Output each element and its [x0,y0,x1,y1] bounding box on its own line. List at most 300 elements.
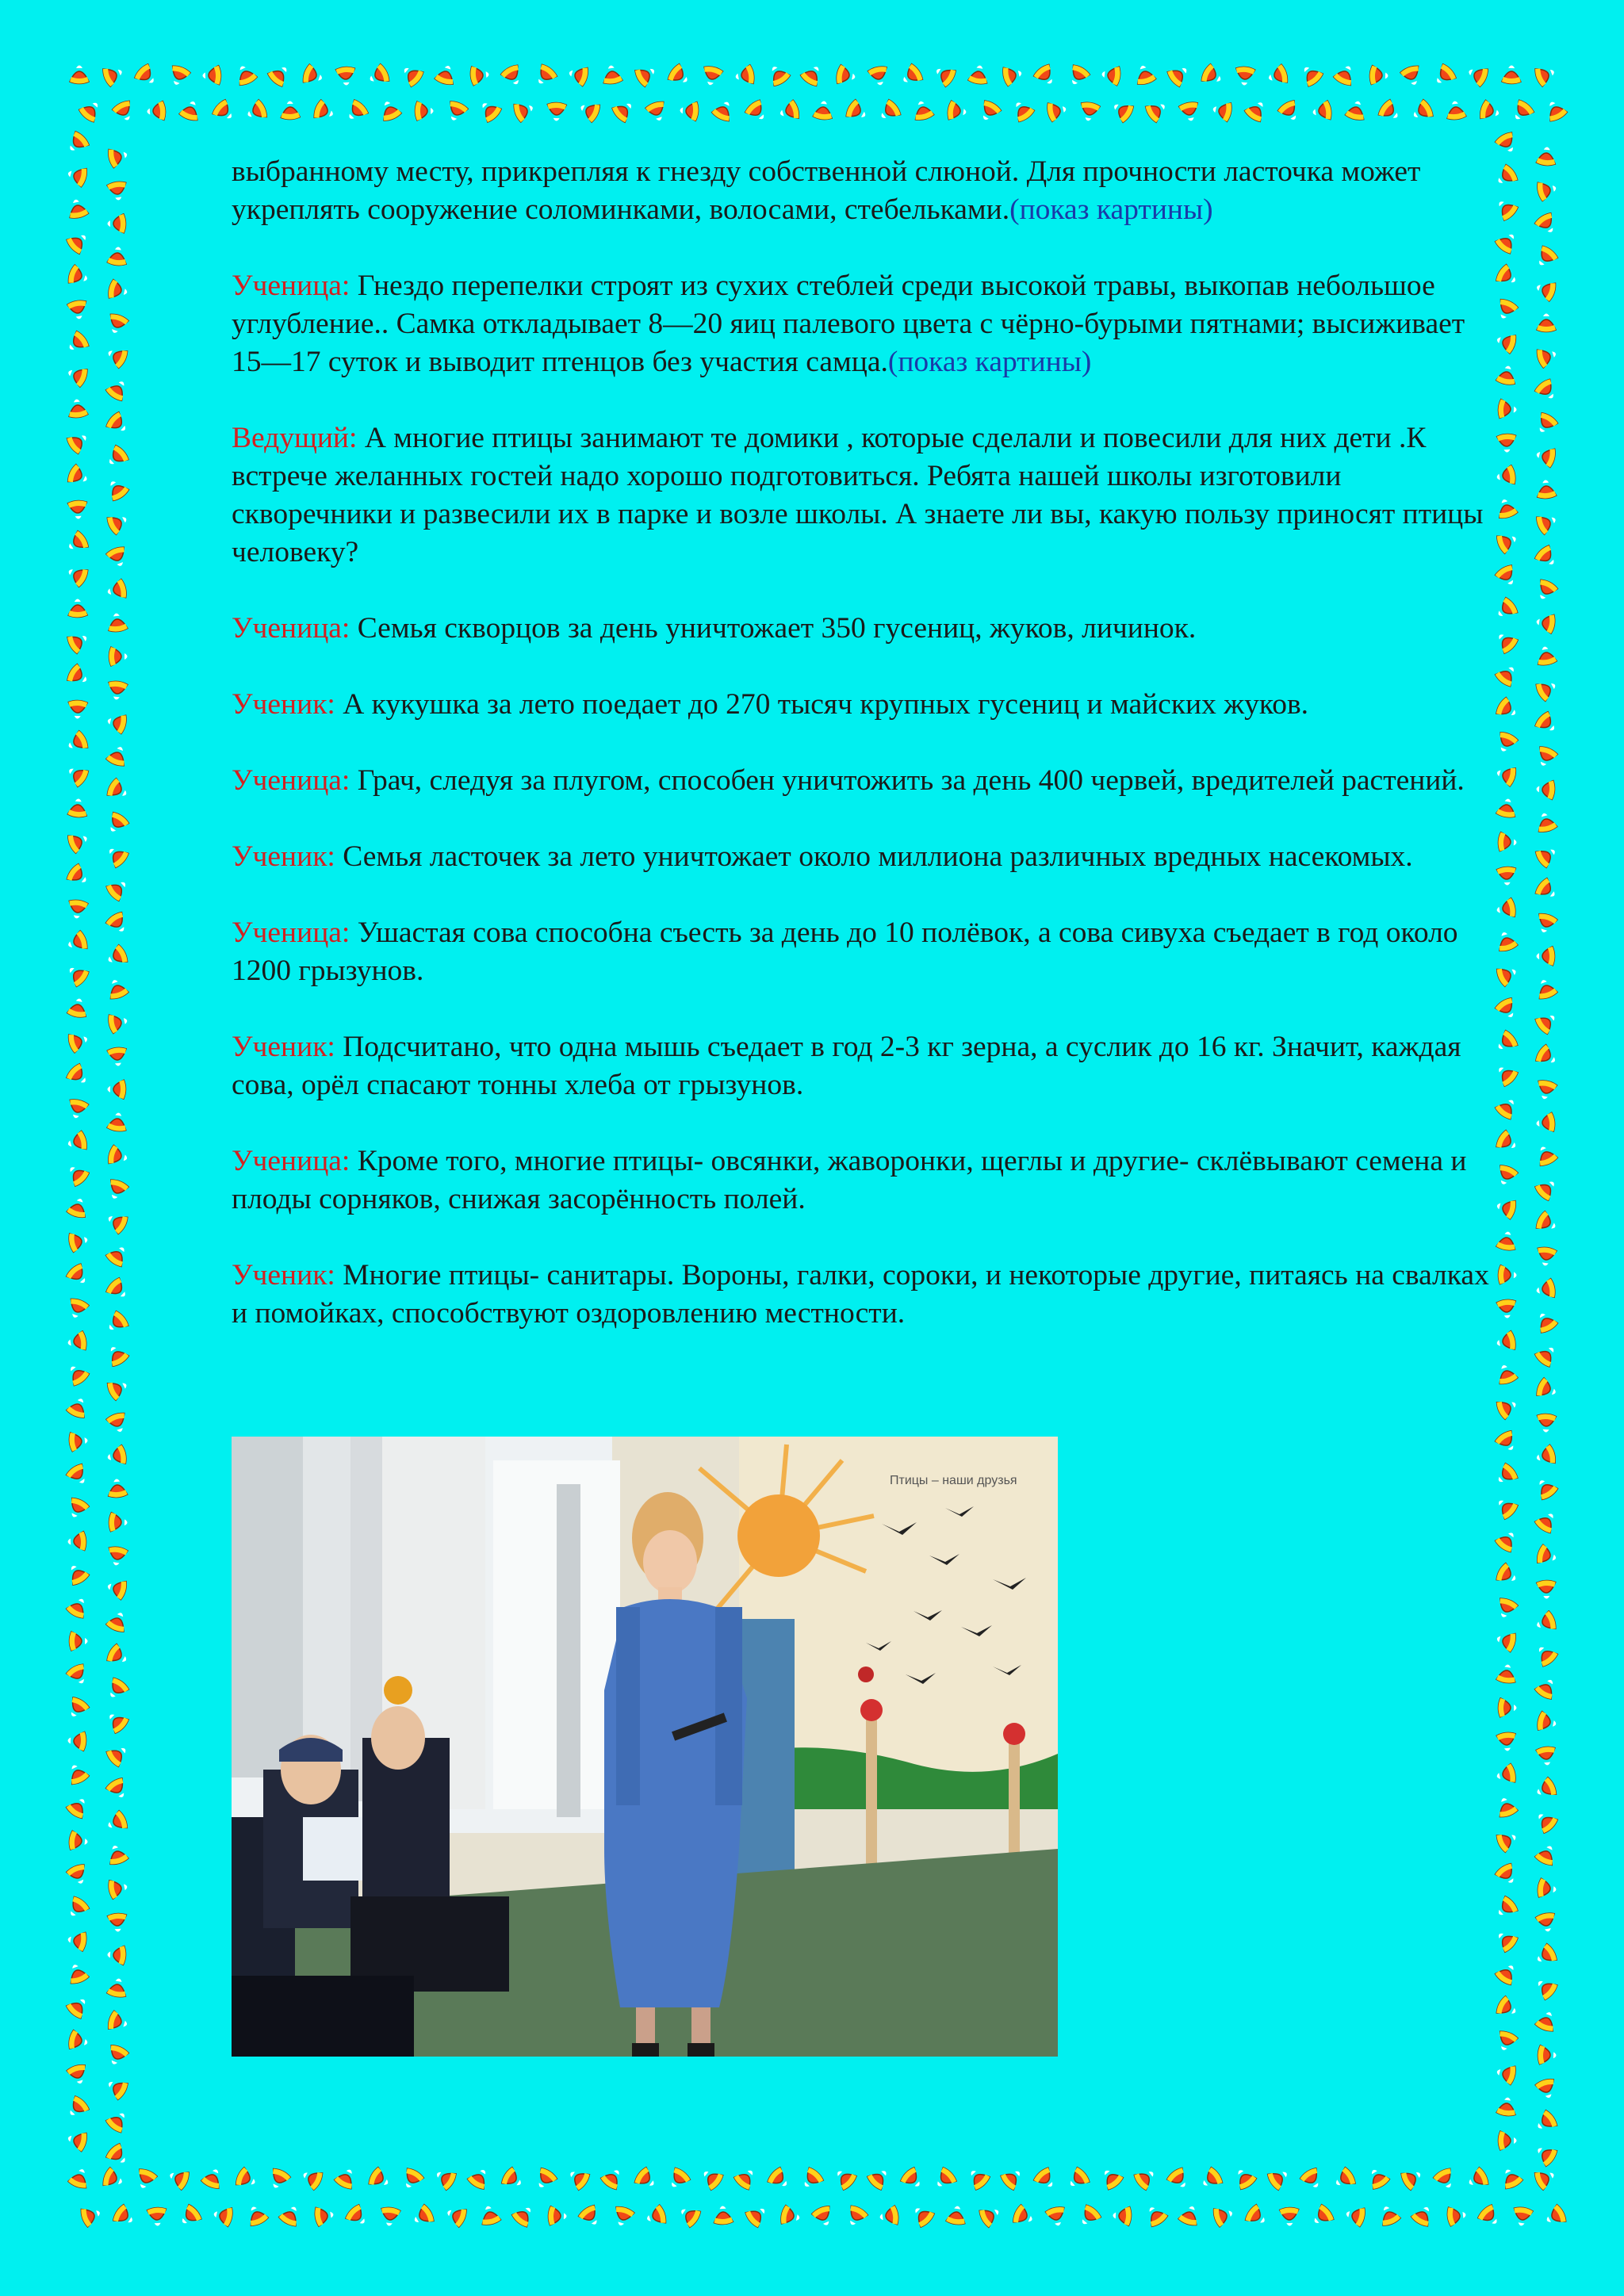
candy-corn-icon [1477,2203,1503,2229]
candy-corn-icon [1494,1795,1518,1819]
candy-corn-icon [107,1145,129,1168]
paragraph-text: Семья скворцов за день уничтожает 350 гусениц, жуков, личинок. [350,612,1197,645]
candy-corn-icon [67,300,89,321]
candy-corn-icon [1534,445,1557,468]
candy-corn-icon [399,62,425,88]
candy-corn-icon [469,65,489,86]
candy-corn-icon [645,100,668,124]
candy-corn-icon [105,2044,129,2068]
candy-corn-icon [64,1561,90,1586]
candy-corn-icon [66,2129,88,2152]
candy-corn-icon [104,476,130,503]
paragraph [232,267,1500,381]
candy-corn-icon [67,1531,86,1551]
candy-corn-icon [105,545,130,569]
candy-corn-icon [65,229,91,255]
candy-corn-icon [107,680,128,701]
candy-corn-icon [107,1913,128,1933]
candy-corn-icon [1178,2203,1201,2227]
candy-corn-icon [107,1011,129,1034]
candy-corn-icon [1198,2166,1224,2192]
candy-corn-icon [1446,2206,1467,2227]
candy-corn-icon [65,1297,89,1321]
candy-corn-icon [106,1977,128,1999]
candy-corn-icon [1498,399,1518,419]
candy-corn-icon [344,2203,370,2229]
candy-corn-icon [868,65,890,86]
candy-corn-icon [78,98,104,124]
candy-corn-icon [1211,100,1232,122]
candy-corn-icon [79,2203,103,2227]
candy-corn-icon [1534,1843,1560,1867]
candy-corn-icon [577,98,602,123]
candy-corn-icon [999,2165,1025,2191]
candy-corn-icon [212,2205,233,2227]
candy-corn-icon [68,1831,88,1851]
candy-corn-icon [1534,1509,1560,1535]
candy-corn-icon [832,2165,858,2191]
candy-corn-icon [1333,63,1358,87]
paragraph-text: А кукушка за лето поедает до 270 тысяч крупных гусениц и майских жуков. [335,688,1309,721]
candy-corn-icon [1101,65,1121,86]
candy-corn-icon [1032,2166,1059,2192]
paragraph [232,838,1500,876]
candy-corn-icon [1409,98,1434,124]
candy-corn-icon [1533,1309,1558,1334]
speaker-label: Ученик: [232,688,335,721]
candy-corn-icon [1495,1995,1520,2020]
candy-corn-icon [106,2010,129,2034]
candy-corn-icon [66,1098,89,1120]
candy-corn-icon [1032,63,1059,89]
candy-corn-icon [234,2167,259,2191]
candy-corn-icon [105,1643,131,1668]
candy-corn-icon [965,2165,991,2191]
candy-corn-icon [1534,278,1557,302]
candy-corn-icon [1400,64,1423,88]
candy-corn-icon [65,1762,90,1786]
candy-corn-icon [1494,1961,1520,1987]
candy-corn-icon [1537,314,1556,332]
candy-corn-icon [64,1895,90,1921]
candy-corn-icon [1495,1828,1519,1854]
candy-corn-icon [1113,2206,1132,2225]
candy-corn-icon [65,863,91,889]
candy-corn-icon [107,1080,125,1099]
candy-corn-icon [64,530,90,556]
candy-corn-icon [532,63,558,89]
candy-corn-icon [1536,1746,1557,1766]
candy-corn-icon [1243,98,1270,124]
candy-corn-icon [434,63,458,86]
candy-corn-icon [104,1209,129,1234]
candy-corn-icon [713,2206,733,2225]
candy-corn-icon [64,1161,90,1188]
speaker-label: Ученик: [232,840,335,873]
candy-corn-icon [511,2202,537,2229]
classroom-photo [232,1437,1058,2057]
candy-corn-icon [779,2205,802,2228]
candy-corn-icon [1536,1414,1556,1433]
paragraph [232,153,1500,229]
candy-corn-icon [66,1395,90,1420]
candy-corn-icon [107,1877,128,1900]
candy-corn-icon [64,730,89,756]
candy-corn-icon [105,1376,130,1402]
candy-corn-icon [1499,2131,1517,2150]
candy-corn-icon [167,64,191,88]
candy-corn-icon [577,2204,603,2230]
candy-corn-icon [1534,1610,1557,1635]
candy-corn-icon [105,876,131,902]
candy-corn-icon [1534,912,1558,935]
candy-corn-icon [1533,1808,1559,1835]
candy-corn-icon [1498,832,1517,851]
candy-corn-icon [1046,99,1068,122]
candy-corn-icon [879,2206,899,2227]
candy-corn-icon [67,398,89,419]
candy-corn-icon [67,1930,87,1951]
candy-corn-icon [1534,1278,1556,1300]
candy-corn-icon [1465,2166,1490,2191]
candy-corn-icon [1495,2062,1517,2085]
candy-corn-icon [1495,1763,1517,1786]
candy-corn-icon [1432,2167,1457,2192]
candy-corn-icon [107,1479,128,1498]
candy-corn-icon [104,1310,130,1336]
candy-corn-icon [68,700,88,719]
paragraph-text: Кроме того, многие птицы- овсянки, жаворонки, щеглы и другие- склёвывают семена и плоды сорняков, снижая засорённость полей. [232,1145,1467,1215]
candy-corn-icon [1533,1475,1559,1502]
candy-corn-icon [1535,1246,1557,1267]
candy-corn-icon [1534,2009,1559,2033]
candy-corn-icon [1533,2141,1559,2168]
candy-corn-icon [66,663,91,688]
candy-corn-icon [676,2202,702,2229]
candy-corn-icon [314,2205,335,2226]
paragraph [232,1028,1500,1104]
candy-corn-icon [105,911,131,936]
candy-corn-icon [599,2165,626,2191]
candy-corn-icon [1535,1112,1555,1133]
candy-corn-icon [1534,1009,1560,1035]
paragraph [232,1257,1500,1333]
candy-corn-icon [866,2165,892,2191]
candy-corn-icon [1535,511,1560,535]
candy-corn-icon [1534,1143,1558,1168]
candy-corn-icon [1280,2207,1300,2226]
candy-corn-icon [466,2165,492,2191]
candy-corn-icon [1231,2165,1258,2191]
candy-corn-icon [1537,1878,1557,1900]
candy-corn-icon [765,62,791,87]
candy-corn-icon [899,2166,925,2192]
candy-corn-icon [1494,1528,1520,1554]
candy-corn-icon [1431,63,1457,89]
candy-corn-icon [1494,1429,1520,1455]
candy-corn-icon [432,2165,458,2191]
candy-corn-icon [547,102,567,121]
candy-corn-icon [65,429,91,455]
candy-corn-icon [1109,98,1135,124]
candy-corn-icon [66,1196,90,1219]
candy-corn-icon [65,1794,91,1820]
candy-corn-icon [105,1810,129,1835]
candy-corn-icon [1535,645,1557,667]
candy-corn-icon [666,63,692,89]
candy-corn-icon [67,2030,89,2052]
candy-corn-icon [104,1676,130,1702]
candy-corn-icon [811,2205,836,2229]
candy-corn-icon [932,62,957,88]
candy-corn-icon [1369,65,1388,85]
candy-corn-icon [1533,2109,1559,2135]
candy-corn-icon [644,2204,668,2228]
candy-corn-icon [64,1361,90,1387]
candy-corn-icon [1493,1927,1519,1954]
candy-corn-icon [107,145,129,168]
candy-corn-icon [976,99,1002,124]
paragraph-text: Подсчитано, что одна мышь съедает в год 2-3 кг зерна, а суслик до 16 кг. Значит, каждая сова, орёл спасают тонны хлеба от грызунов. [232,1031,1461,1101]
candy-corn-icon [1143,2202,1169,2228]
candy-corn-icon [333,2165,358,2191]
candy-corn-icon [1244,2203,1270,2229]
candy-corn-icon [876,98,902,124]
candy-corn-icon [477,98,503,124]
candy-corn-icon [500,63,525,89]
candy-corn-icon [112,2203,137,2229]
candy-corn-icon [64,762,90,788]
candy-corn-icon [66,629,91,654]
candy-corn-icon [102,63,126,87]
candy-corn-icon [105,1609,130,1634]
candy-corn-icon [367,2166,393,2191]
candy-corn-icon [66,164,89,187]
candy-corn-icon [105,977,128,1001]
candy-corn-icon [64,1696,90,1721]
candy-corn-icon [107,246,128,266]
candy-corn-icon [104,444,130,470]
candy-corn-icon [105,1577,128,1600]
candy-corn-icon [104,843,130,869]
candy-corn-icon [133,2168,158,2191]
candy-corn-icon [147,101,167,121]
candy-corn-icon [680,101,699,121]
candy-corn-icon [68,599,87,617]
candy-corn-icon [301,63,325,87]
candy-corn-icon [201,2166,225,2191]
candy-corn-icon [106,1546,128,1567]
candy-corn-icon [1446,100,1467,121]
candy-corn-icon [1166,2166,1192,2192]
document-body [232,153,1500,1371]
candy-corn-icon [105,777,131,802]
candy-corn-icon [64,2095,90,2121]
candy-corn-icon [567,63,589,86]
candy-corn-icon [202,66,221,86]
candy-corn-icon [299,2166,324,2191]
candy-corn-icon [1502,65,1521,83]
candy-corn-icon [1498,1265,1517,1285]
candy-corn-icon [1498,1698,1516,1717]
candy-corn-icon [107,612,128,633]
candy-corn-icon [1012,2204,1036,2229]
candy-corn-icon [1494,1597,1519,1621]
candy-corn-icon [699,2165,725,2191]
candy-corn-icon [67,997,89,1018]
candy-corn-icon [1465,63,1490,87]
candy-corn-icon [1410,2202,1435,2228]
candy-corn-icon [65,1262,91,1288]
candy-corn-icon [147,2207,167,2227]
stage-note: (показ картины) [1009,193,1213,226]
candy-corn-icon [1494,1862,1520,1888]
candy-corn-icon [335,67,356,86]
candy-corn-icon [1298,62,1324,88]
candy-corn-icon [532,2167,558,2192]
candy-corn-icon [67,798,88,818]
candy-corn-icon [1533,1975,1559,2001]
candy-corn-icon [1377,2203,1401,2228]
candy-corn-icon [64,962,90,988]
candy-corn-icon [1496,1663,1518,1684]
candy-corn-icon [843,2204,868,2229]
candy-corn-icon [1536,480,1557,499]
candy-corn-icon [1144,98,1170,124]
candy-corn-icon [1076,2203,1102,2229]
candy-corn-icon [1495,1395,1519,1421]
candy-corn-icon [1534,811,1557,833]
candy-corn-icon [233,63,258,87]
candy-corn-icon [1312,101,1332,122]
candy-corn-icon [107,1047,128,1066]
candy-corn-icon [744,2202,770,2229]
speaker-label: Ученик: [232,1259,335,1292]
candy-corn-icon [1496,2096,1518,2117]
candy-corn-icon [380,2206,401,2227]
candy-corn-icon [1534,63,1557,87]
candy-corn-icon [1331,2166,1357,2192]
candy-corn-icon [1166,62,1192,88]
candy-corn-icon [65,1062,91,1089]
candy-corn-icon [1345,99,1368,121]
candy-corn-icon [281,101,301,120]
candy-corn-icon [1533,411,1559,437]
candy-corn-icon [1534,578,1559,603]
candy-corn-icon [105,312,128,336]
candy-corn-icon [112,99,137,124]
candy-corn-icon [1235,66,1255,86]
candy-corn-icon [244,99,269,124]
candy-corn-icon [107,214,125,233]
candy-corn-icon [105,1178,129,1202]
candy-corn-icon [70,1632,88,1651]
candy-corn-icon [611,2205,635,2228]
candy-corn-icon [64,130,90,156]
candy-corn-icon [1493,1895,1519,1921]
candy-corn-icon [105,1242,131,1269]
candy-corn-icon [601,64,622,85]
candy-corn-icon [266,2167,292,2191]
candy-corn-icon [67,1030,90,1054]
paragraph [232,419,1500,572]
candy-corn-icon [1534,676,1560,702]
candy-corn-icon [109,647,128,666]
candy-corn-icon [1534,1445,1557,1468]
candy-corn-icon [67,829,91,854]
candy-corn-icon [799,2166,825,2192]
candy-corn-icon [64,563,90,588]
candy-corn-icon [1377,98,1403,124]
candy-corn-icon [634,62,659,87]
speaker-label: Ученица: [232,270,350,302]
candy-corn-icon [67,2166,91,2190]
candy-corn-icon [1536,1711,1557,1733]
candy-corn-icon [104,2075,129,2100]
candy-corn-icon [711,98,737,122]
candy-corn-icon [105,377,131,402]
paragraph-text: выбранному месту, прикрепляя к гнезду собственной слюной. Для прочности ласточка может укреплять сооружение соломинками, волосами, стебельками. [232,155,1421,226]
candy-corn-icon [104,1342,130,1368]
candy-corn-icon [104,944,128,970]
candy-corn-icon [107,279,129,302]
speaker-label: Ученица: [232,1145,350,1177]
candy-corn-icon [107,181,128,201]
candy-corn-icon [1495,1629,1517,1652]
candy-corn-icon [1534,1079,1557,1101]
candy-corn-icon [104,811,130,837]
candy-corn-icon [1534,1043,1560,1070]
candy-corn-icon [1178,101,1201,122]
candy-corn-icon [167,2166,191,2191]
candy-corn-icon [177,2203,203,2229]
candy-corn-icon [1065,63,1090,89]
candy-corn-icon [898,63,925,89]
candy-corn-icon [1534,2077,1558,2100]
candy-corn-icon [105,1777,131,1802]
candy-corn-icon [66,197,89,220]
candy-corn-icon [1533,244,1559,270]
paragraph [232,762,1500,800]
candy-corn-icon [66,1131,88,1154]
candy-corn-icon [512,98,536,123]
candy-corn-icon [65,1663,90,1688]
candy-corn-icon [105,1445,127,1467]
speaker-label: Ученица: [232,612,350,645]
candy-corn-icon [1534,377,1560,404]
candy-corn-icon [65,1463,91,1489]
candy-corn-icon [1132,2165,1159,2191]
candy-corn-icon [133,63,159,89]
candy-corn-icon [444,2203,469,2228]
candy-corn-icon [1511,2206,1533,2227]
candy-corn-icon [1493,1494,1519,1521]
candy-corn-icon [399,2167,424,2192]
candy-corn-icon [104,1709,130,1735]
candy-corn-icon [1534,1176,1560,1202]
candy-corn-icon [633,2166,659,2192]
candy-corn-icon [1535,345,1559,369]
candy-corn-icon [1493,1462,1519,1488]
candy-corn-icon [1200,63,1225,88]
candy-corn-icon [766,2166,792,2192]
candy-corn-icon [64,330,90,356]
candy-corn-icon [366,63,390,89]
candy-corn-icon [947,101,967,122]
candy-corn-icon [104,344,128,369]
candy-corn-icon [1535,612,1556,633]
candy-corn-icon [548,2206,567,2226]
